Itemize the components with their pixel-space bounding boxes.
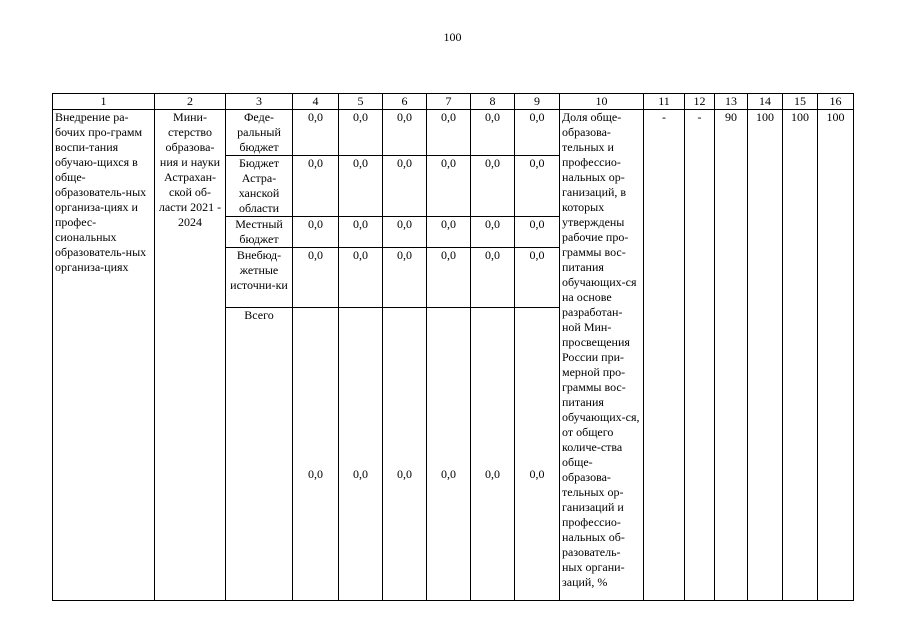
value-cell: 0,0 xyxy=(383,110,427,156)
source-cell: Внебюд-жетные источни-ки xyxy=(226,248,293,308)
page-number: 100 xyxy=(443,30,462,44)
header-row xyxy=(53,94,854,110)
header-cell: 2 xyxy=(155,94,226,110)
measures-table xyxy=(52,93,854,601)
indicator-cell: Доля обще-образова-тельных и профессио-нальных ор-ганизаций, в которых утверждены рабочие про-граммы вос-питания обучающих-ся на основе разработан-ной Мин-просвещения России при-мерной про-граммы вос-питания обучающих-ся, от общего количе-ства обще-образова-тельных ор-ганизаций и профессио-нальных об-разователь-ных органи-заций, % xyxy=(560,110,644,601)
value-cell: 0,0 xyxy=(427,110,471,156)
header-cell: 8 xyxy=(471,94,515,110)
header-cell: 7 xyxy=(427,94,471,110)
value-cell: 0,0 xyxy=(427,248,471,308)
source-cell: Феде-ральный бюджет xyxy=(226,110,293,156)
value-cell: 0,0 xyxy=(471,308,515,601)
value-cell: 0,0 xyxy=(383,308,427,601)
measure-cell: Внедрение ра-бочих про-грамм воспи-тания обучаю-щихся в обще-образователь-ных организа-циях и профес-сиональных образователь-ных организа-циях xyxy=(53,110,155,601)
value-cell: 0,0 xyxy=(427,156,471,217)
value-cell: 0,0 xyxy=(515,217,560,248)
value-cell: 0,0 xyxy=(339,110,383,156)
header-cell: 14 xyxy=(748,94,783,110)
value-cell: 0,0 xyxy=(383,156,427,217)
value-cell: 0,0 xyxy=(339,308,383,601)
value-cell: 0,0 xyxy=(383,248,427,308)
value-cell: 0,0 xyxy=(515,308,560,601)
value-cell: 100 xyxy=(748,110,783,601)
value-cell: - xyxy=(685,110,715,601)
table-row xyxy=(53,110,854,156)
header-cell: 16 xyxy=(818,94,854,110)
source-cell: Местный бюджет xyxy=(226,217,293,248)
value-cell: 0,0 xyxy=(293,217,339,248)
value-cell: 0,0 xyxy=(515,156,560,217)
value-cell: 0,0 xyxy=(427,308,471,601)
header-cell: 11 xyxy=(644,94,685,110)
value-cell: - xyxy=(644,110,685,601)
value-cell: 90 xyxy=(715,110,748,601)
value-cell: 0,0 xyxy=(293,156,339,217)
header-cell: 5 xyxy=(339,94,383,110)
source-cell: Бюджет Астра-ханской области xyxy=(226,156,293,217)
value-cell: 0,0 xyxy=(471,248,515,308)
value-cell: 0,0 xyxy=(339,156,383,217)
value-cell: 0,0 xyxy=(339,217,383,248)
value-cell: 0,0 xyxy=(471,217,515,248)
header-cell: 1 xyxy=(53,94,155,110)
value-cell: 0,0 xyxy=(515,248,560,308)
header-cell: 10 xyxy=(560,94,644,110)
value-cell: 100 xyxy=(818,110,854,601)
header-cell: 15 xyxy=(783,94,818,110)
value-cell: 0,0 xyxy=(293,308,339,601)
source-cell: Всего xyxy=(226,308,293,601)
value-cell: 0,0 xyxy=(471,156,515,217)
executor-cell: Мини-стерство образова-ния и науки Астрахан-ской об-ласти 2021 - 2024 xyxy=(155,110,226,601)
value-cell: 0,0 xyxy=(471,110,515,156)
header-cell: 6 xyxy=(383,94,427,110)
value-cell: 0,0 xyxy=(515,110,560,156)
header-cell: 9 xyxy=(515,94,560,110)
value-cell: 0,0 xyxy=(293,110,339,156)
value-cell: 0,0 xyxy=(339,248,383,308)
value-cell: 0,0 xyxy=(427,217,471,248)
header-cell: 13 xyxy=(715,94,748,110)
value-cell: 0,0 xyxy=(293,248,339,308)
header-cell: 4 xyxy=(293,94,339,110)
value-cell: 100 xyxy=(783,110,818,601)
header-cell: 12 xyxy=(685,94,715,110)
header-cell: 3 xyxy=(226,94,293,110)
value-cell: 0,0 xyxy=(383,217,427,248)
